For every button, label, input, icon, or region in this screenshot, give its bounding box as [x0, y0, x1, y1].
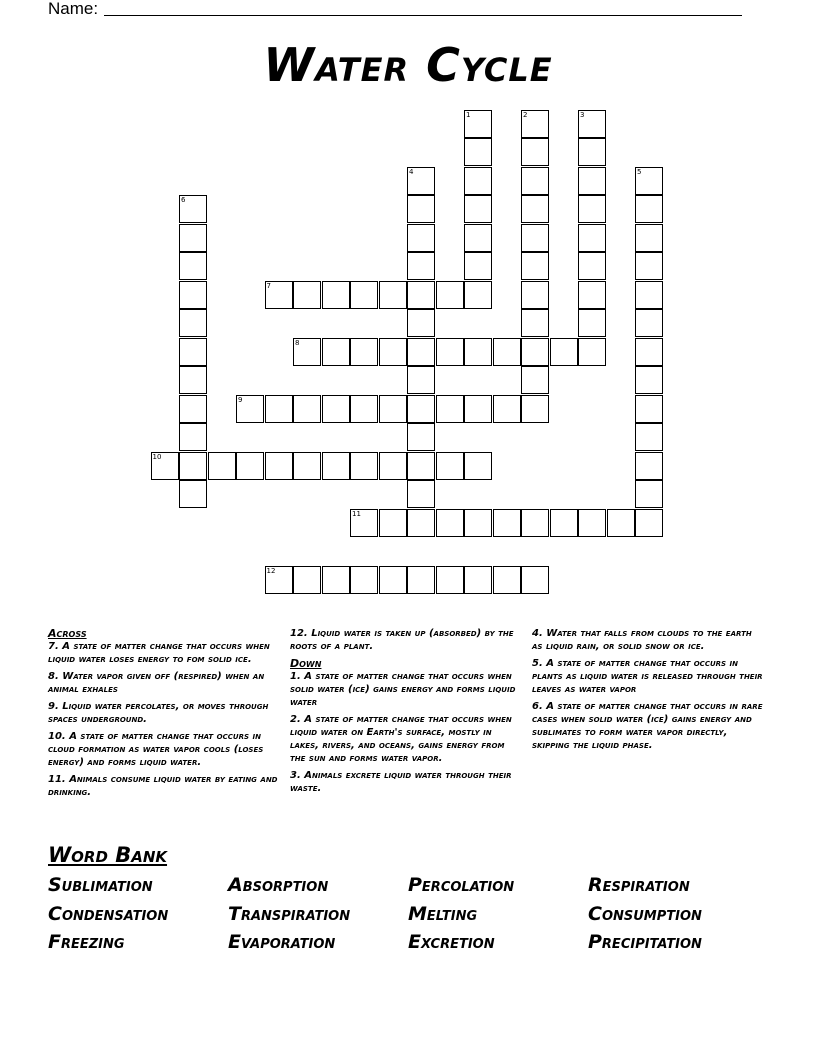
- crossword-cell[interactable]: [350, 566, 378, 594]
- crossword-cell[interactable]: [635, 281, 663, 309]
- crossword-cell[interactable]: [635, 509, 663, 537]
- crossword-cell[interactable]: [350, 338, 378, 366]
- crossword-cell[interactable]: [350, 452, 378, 480]
- crossword-cell[interactable]: [322, 452, 350, 480]
- crossword-cell[interactable]: [407, 338, 435, 366]
- crossword-cell[interactable]: [635, 167, 663, 195]
- crossword-cell[interactable]: [635, 338, 663, 366]
- crossword-cell[interactable]: [521, 195, 549, 223]
- word-bank-title: Word Bank: [48, 843, 168, 867]
- clue-across-12: 12. Liquid water is taken up (absorbed) by the roots of a plant.: [290, 628, 514, 652]
- crossword-cell[interactable]: [521, 566, 549, 594]
- crossword-cell[interactable]: [265, 395, 293, 423]
- crossword-cell[interactable]: [578, 252, 606, 280]
- crossword-cell[interactable]: [464, 452, 492, 480]
- clue-down-3: 3. Animals excrete liquid water through their waste.: [290, 770, 512, 794]
- crossword-cell[interactable]: [464, 138, 492, 166]
- clue-number: 6: [181, 196, 186, 204]
- crossword-cell[interactable]: [464, 338, 492, 366]
- crossword-cell[interactable]: [265, 566, 293, 594]
- clue-number: 2: [523, 110, 528, 119]
- crossword-cell[interactable]: [521, 224, 549, 252]
- word-bank-item: Absorption: [228, 874, 329, 896]
- crossword-cell[interactable]: [578, 309, 606, 337]
- crossword-cell[interactable]: [179, 395, 207, 423]
- crossword-cell[interactable]: [578, 110, 606, 138]
- crossword-cell[interactable]: [521, 309, 549, 337]
- crossword-cell[interactable]: [464, 195, 492, 223]
- down-heading: Down: [290, 657, 322, 670]
- clue-down-5: 5. A state of matter change that occurs in plants as liquid water is released through their leaves as water vapor: [532, 658, 763, 695]
- word-bank-item: Percolation: [408, 874, 515, 896]
- clues-column-1: [48, 627, 280, 803]
- crossword-cell[interactable]: [521, 366, 549, 394]
- crossword-cell[interactable]: [635, 252, 663, 280]
- crossword-cell[interactable]: [179, 366, 207, 394]
- crossword-cell[interactable]: [635, 195, 663, 223]
- clue-number: 7: [266, 281, 271, 290]
- crossword-cell[interactable]: [607, 509, 635, 537]
- crossword-cell[interactable]: [407, 509, 435, 537]
- crossword-cell[interactable]: [635, 309, 663, 337]
- crossword-cell[interactable]: [379, 509, 407, 537]
- crossword-cell[interactable]: [635, 395, 663, 423]
- word-bank-item: Melting: [408, 903, 478, 925]
- crossword-cell[interactable]: [407, 452, 435, 480]
- word-bank-item: Sublimation: [48, 874, 153, 896]
- crossword-cell[interactable]: [521, 509, 549, 537]
- clue-down-2: 2. A state of matter change that occurs when liquid water on Earth's surface, mostly in lakes, rivers, and oceans, gains energy from the sun and forms water vapor.: [290, 714, 512, 764]
- crossword-cell[interactable]: [635, 366, 663, 394]
- crossword-cell[interactable]: [407, 566, 435, 594]
- clue-across-11: 11. Animals consume liquid water by eating and drinking.: [48, 774, 278, 798]
- crossword-cell[interactable]: [521, 338, 549, 366]
- crossword-cell[interactable]: [179, 423, 207, 451]
- crossword-cell[interactable]: [550, 509, 578, 537]
- crossword-cell[interactable]: [293, 281, 321, 309]
- crossword-cell[interactable]: [464, 509, 492, 537]
- crossword-cell[interactable]: [407, 281, 435, 309]
- crossword-cell[interactable]: [379, 395, 407, 423]
- crossword-cell[interactable]: [322, 281, 350, 309]
- crossword-cell[interactable]: [407, 366, 435, 394]
- crossword-cell[interactable]: [578, 138, 606, 166]
- crossword-cell[interactable]: [179, 224, 207, 252]
- across-heading: Across: [48, 627, 87, 640]
- crossword-cell[interactable]: [436, 509, 464, 537]
- crossword-cell[interactable]: [407, 395, 435, 423]
- word-bank-item: Excretion: [408, 931, 495, 953]
- crossword-cell[interactable]: [350, 281, 378, 309]
- crossword-cell[interactable]: [464, 167, 492, 195]
- crossword-cell[interactable]: [493, 338, 521, 366]
- clue-number: 11: [352, 509, 361, 518]
- name-label: Name:: [48, 0, 99, 18]
- crossword-cell[interactable]: [179, 195, 207, 223]
- crossword-cell[interactable]: [350, 509, 378, 537]
- crossword-cell[interactable]: [350, 395, 378, 423]
- word-bank-item: Freezing: [48, 931, 125, 953]
- crossword-cell[interactable]: [322, 566, 350, 594]
- crossword-cell[interactable]: [521, 110, 549, 138]
- crossword-cell[interactable]: [379, 281, 407, 309]
- crossword-cell[interactable]: [521, 138, 549, 166]
- crossword-cell[interactable]: [179, 281, 207, 309]
- crossword-cell[interactable]: [179, 338, 207, 366]
- crossword-cell[interactable]: [407, 167, 435, 195]
- clue-number: 10: [152, 452, 162, 461]
- crossword-cell[interactable]: [436, 281, 464, 309]
- word-bank-item: Respiration: [588, 874, 690, 896]
- word-bank-item: Transpiration: [228, 903, 351, 925]
- clue-across-7: 7. A state of matter change that occurs when liquid water loses energy to fom solid ice.: [48, 641, 270, 665]
- clue-down-1: 1. A state of matter change that occurs when solid water (ice) gains energy and forms liquid water: [290, 671, 516, 708]
- crossword-cell[interactable]: [436, 395, 464, 423]
- crossword-cell[interactable]: [407, 195, 435, 223]
- crossword-cell[interactable]: [265, 281, 293, 309]
- clue-number: 12: [266, 566, 276, 575]
- clue-number: 8: [295, 338, 300, 347]
- crossword-cell[interactable]: [578, 195, 606, 223]
- crossword-cell[interactable]: [151, 452, 179, 480]
- crossword-cell[interactable]: [493, 509, 521, 537]
- crossword-cell[interactable]: [407, 252, 435, 280]
- crossword-cell[interactable]: [578, 509, 606, 537]
- clue-down-6: 6. A state of matter change that occurs in rare cases when solid water (ice) gains energy and sublimates to form water vapor directly, skipping the liquid phase.: [532, 701, 763, 751]
- crossword-cell[interactable]: [521, 252, 549, 280]
- clue-across-9: 9. Liquid water percolates, or moves through spaces underground.: [48, 701, 269, 725]
- clue-across-10: 10. A state of matter change that occurs in cloud formation as water vapor cools (loses energy) and forms liquid water.: [48, 731, 264, 768]
- crossword-cell[interactable]: [635, 480, 663, 508]
- clue-down-4: 4. Water that falls from clouds to the earth as liquid rain, or solid snow or ice.: [532, 628, 752, 652]
- crossword-cell[interactable]: [635, 224, 663, 252]
- clues-column-3: [532, 627, 764, 756]
- clue-number: 4: [409, 167, 414, 176]
- crossword-cell[interactable]: [179, 452, 207, 480]
- crossword-cell[interactable]: [578, 338, 606, 366]
- crossword-cell[interactable]: [464, 224, 492, 252]
- crossword-cell[interactable]: [550, 338, 578, 366]
- word-bank-item: Precipitation: [588, 931, 702, 953]
- crossword-cell[interactable]: [521, 281, 549, 309]
- crossword-cell[interactable]: [436, 566, 464, 594]
- clue-number: 9: [238, 395, 243, 404]
- crossword-cell[interactable]: [293, 452, 321, 480]
- crossword-cell[interactable]: [179, 309, 207, 337]
- crossword-cell[interactable]: [265, 452, 293, 480]
- crossword-cell[interactable]: [464, 566, 492, 594]
- crossword-cell[interactable]: [293, 566, 321, 594]
- crossword-cell[interactable]: [236, 395, 264, 423]
- crossword-cell[interactable]: [236, 452, 264, 480]
- crossword-cell[interactable]: [521, 167, 549, 195]
- crossword-cell[interactable]: [521, 395, 549, 423]
- crossword-cell[interactable]: [635, 423, 663, 451]
- crossword-cell[interactable]: [436, 452, 464, 480]
- crossword-cell[interactable]: [635, 452, 663, 480]
- crossword-cell[interactable]: [379, 452, 407, 480]
- word-bank-item: Condensation: [48, 903, 169, 925]
- crossword-cell[interactable]: [407, 224, 435, 252]
- crossword-cell[interactable]: [436, 338, 464, 366]
- page-title: Water Cycle: [263, 38, 553, 92]
- word-bank-item: Consumption: [588, 903, 702, 925]
- crossword-cell[interactable]: [208, 452, 236, 480]
- crossword-cell[interactable]: [379, 338, 407, 366]
- crossword-cell[interactable]: [464, 395, 492, 423]
- crossword-cell[interactable]: [179, 252, 207, 280]
- crossword-cell[interactable]: [407, 309, 435, 337]
- word-bank-item: Evaporation: [228, 931, 336, 953]
- crossword-cell[interactable]: [179, 480, 207, 508]
- crossword-cell[interactable]: [493, 566, 521, 594]
- crossword-cell[interactable]: [322, 338, 350, 366]
- crossword-cell[interactable]: [407, 423, 435, 451]
- clue-across-8: 8. Water vapor given off (respired) when an animal exhales: [48, 671, 265, 695]
- crossword-cell[interactable]: [293, 338, 321, 366]
- crossword-cell[interactable]: [578, 167, 606, 195]
- crossword-cell[interactable]: [322, 395, 350, 423]
- crossword-cell[interactable]: [293, 395, 321, 423]
- clue-number: 5: [637, 167, 642, 176]
- crossword-cell[interactable]: [464, 252, 492, 280]
- crossword-cell[interactable]: [464, 110, 492, 138]
- crossword-cell[interactable]: [464, 281, 492, 309]
- clue-number: 3: [580, 110, 585, 119]
- crossword-cell[interactable]: [379, 566, 407, 594]
- crossword-cell[interactable]: [578, 281, 606, 309]
- crossword-cell[interactable]: [493, 395, 521, 423]
- crossword-cell[interactable]: [578, 224, 606, 252]
- clue-number: 1: [466, 110, 471, 119]
- crossword-cell[interactable]: [407, 480, 435, 508]
- clues-column-2: [290, 627, 522, 799]
